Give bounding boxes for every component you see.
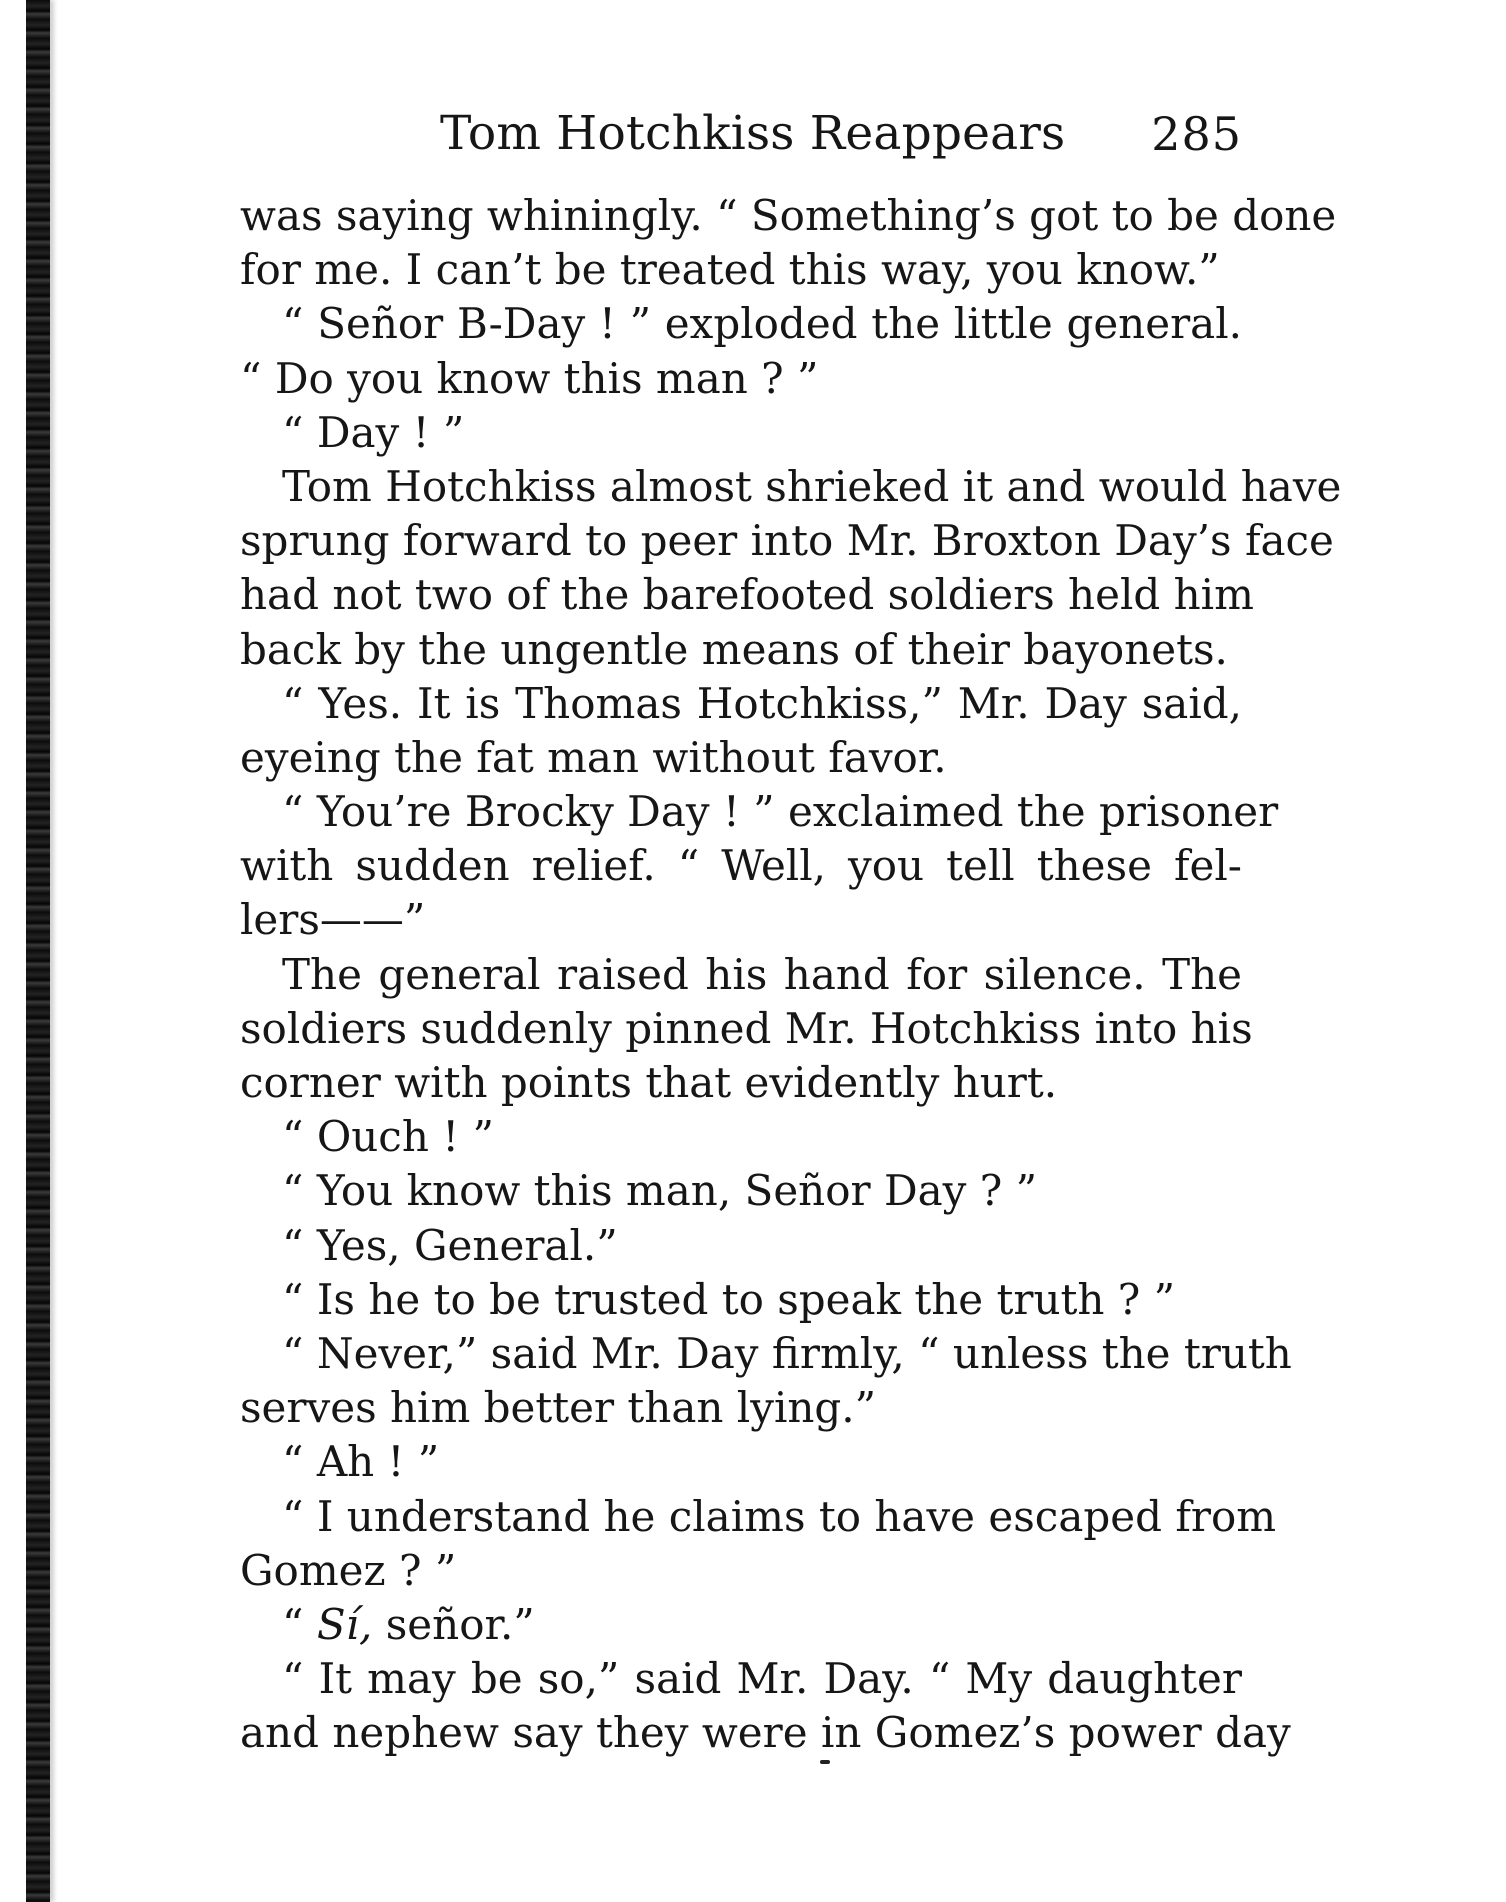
text-line: “ I understand he claims to have escaped from xyxy=(282,1491,1277,1541)
text-line: lers——” xyxy=(240,895,426,945)
text-line: back by the ungentle means of their bayonets. xyxy=(240,624,1228,674)
scan-speck xyxy=(820,1760,830,1764)
text-line: was saying whiningly. “ Something’s got to be done xyxy=(240,191,1337,240)
text-line: serves him better than lying.” xyxy=(240,1383,877,1433)
text-line: “ Ouch ! ” xyxy=(282,1112,494,1162)
text-line: “ Do you know this man ? ” xyxy=(240,353,819,403)
chapter-title: Tom Hotchkiss Reappears xyxy=(440,106,1066,161)
text-line: “ Never,” said Mr. Day firmly, “ unless the truth xyxy=(282,1328,1292,1378)
text-line: “ Day ! ” xyxy=(282,407,465,457)
text-line: eyeing the fat man without favor. xyxy=(240,732,947,782)
text-line: “ Señor B-Day ! ” exploded the little general. xyxy=(282,299,1242,349)
text-line: “ Yes, General.” xyxy=(282,1220,618,1270)
line-remainder: señor.” xyxy=(372,1599,535,1649)
text-line: Tom Hotchkiss almost shrieked it and would have xyxy=(282,461,1342,511)
text-line: sprung forward to peer into Mr. Broxton Day’s face xyxy=(240,516,1334,566)
text-line: “ Yes. It is Thomas Hotchkiss,” Mr. Day said, xyxy=(282,678,1242,728)
text-line: with sudden relief. “ Well, you tell these fel- xyxy=(240,841,1242,891)
text-line: “ Is he to be trusted to speak the truth ? ” xyxy=(282,1274,1176,1324)
page-text xyxy=(240,189,1342,1760)
italic-si: Sí, xyxy=(316,1599,373,1649)
text-line: Gomez ? ” xyxy=(240,1545,457,1595)
text-line: for me. I can’t be treated this way, you know.” xyxy=(240,245,1220,295)
book-binding-edge xyxy=(26,0,50,1902)
text-line: “ You know this man, Señor Day ? ” xyxy=(282,1166,1038,1216)
text-line: had not two of the barefooted soldiers held him xyxy=(240,570,1254,620)
text-line: “ It may be so,” said Mr. Day. “ My daughter xyxy=(282,1654,1242,1704)
page-number: 285 xyxy=(1151,107,1242,161)
opening-quote: “ xyxy=(282,1599,317,1649)
text-line-with-italic xyxy=(240,1598,1242,1652)
text-line: soldiers suddenly pinned Mr. Hotchkiss into his xyxy=(240,1003,1253,1053)
text-line: “ You’re Brocky Day ! ” exclaimed the prisoner xyxy=(282,787,1279,837)
text-line: “ Ah ! ” xyxy=(282,1437,440,1487)
text-line: The general raised his hand for silence. The xyxy=(282,949,1242,999)
running-header xyxy=(240,104,1242,174)
text-line: and nephew say they were in Gomez’s power day xyxy=(240,1708,1291,1758)
text-line: corner with points that evidently hurt. xyxy=(240,1058,1058,1107)
